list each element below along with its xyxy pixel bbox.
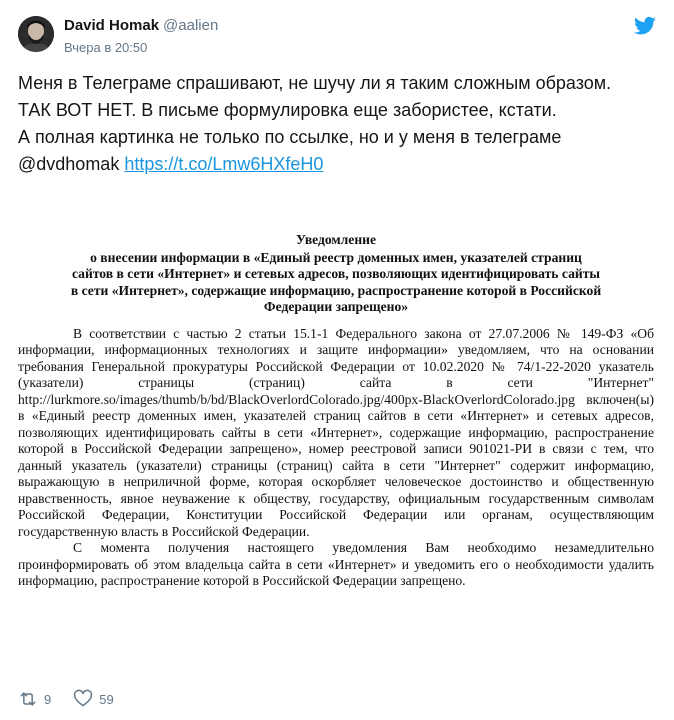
heart-icon <box>73 689 93 709</box>
tweet-line-4 <box>18 151 658 178</box>
retweet-count: 9 <box>44 691 52 707</box>
tweet-actions <box>18 688 136 710</box>
subtitle-line-2: сайтов в сети «Интернет» и сетевых адресов, позволяющих идентифицировать сайты <box>71 266 600 281</box>
document-paragraph-2: С момента получения настоящего уведомления Вам необходимо незамедлительно проинформировать об этом владельца сайта в сети «Интернет» и уведомить его о необходимости удалить информацию, распространение которой в Российской Федерации запрещено. <box>18 540 654 588</box>
document-title: Уведомление <box>295 232 377 247</box>
twitter-bird-icon[interactable] <box>634 16 656 36</box>
document-body <box>18 326 654 590</box>
user-avatar[interactable] <box>18 16 54 52</box>
tweet-text <box>18 70 658 178</box>
attached-document-image[interactable] <box>18 232 654 678</box>
subtitle-line-1: о внесении информации в «Единый реестр доменных имен, указателей страниц <box>90 249 582 265</box>
tweet-header <box>18 14 658 58</box>
like-count: 59 <box>99 691 114 707</box>
tweet-line-3: А полная картинка не только по ссылке, но и у меня в телеграме <box>18 127 562 147</box>
tweet-line-1: Меня в Телеграме спрашивают, не шучу ли я таким сложным образом. <box>18 73 612 93</box>
retweet-button[interactable] <box>18 689 51 709</box>
user-handle[interactable]: @aalien <box>163 17 219 34</box>
like-button[interactable] <box>73 689 113 709</box>
tweet-line-2: ТАК ВОТ НЕТ. В письме формулировка еще забористее, кстати. <box>18 100 557 120</box>
tweet-link[interactable]: https://t.co/Lmw6HXfeH0 <box>124 154 324 174</box>
mention-text[interactable]: @dvdhomak <box>18 154 120 174</box>
retweet-icon <box>18 689 38 709</box>
document-subtitle <box>18 250 654 316</box>
author-line <box>64 17 218 34</box>
display-name[interactable]: David Homak <box>64 17 160 34</box>
subtitle-line-4: Федерации запрещено» <box>263 299 409 314</box>
document-paragraph-1: В соответствии с частью 2 статьи 15.1-1 Федерального закона от 27.07.2006 № 149-ФЗ «Об информации, информационных технологиях и защите информации» уведомляем, что на основании требования Генеральной прокуратуры Российской Федерации от 10.02.2020 № 74/1-22-2020 указатель (указатели) страницы (страниц) сайта в сети "Интернет" http://lurkmore.so/images/thumb/b/bd/BlackOverlordColorado.jpg/400px-BlackOverlordColorado.jpg включен(ы) в «Единый реестр доменных имен, указателей страниц сайтов в сети «Интернет» и сетевых адресов, позволяющих идентифицировать сайты в сети «Интернет», содержащие информацию, распространение которой в Российской Федерации запрещено», номер реестровой записи 901021-РИ в связи с тем, что данный указатель (указатели) страницы (страниц) сайта в сети "Интернет" содержит информацию, выражающую в неприличной форме, которая оскорбляет человеческое достоинство и общественную нравственность, явное неуважение к обществу, государству, официальным государственным символам Российской Федерации, Конституции Российской Федерации или органам, осуществляющим государственную власть в Российской Федерации. <box>18 325 654 539</box>
subtitle-line-3: в сети «Интернет», содержащие информацию, распространение которой в Российской <box>70 282 602 298</box>
tweet-timestamp[interactable]: Вчера в 20:50 <box>64 40 148 55</box>
